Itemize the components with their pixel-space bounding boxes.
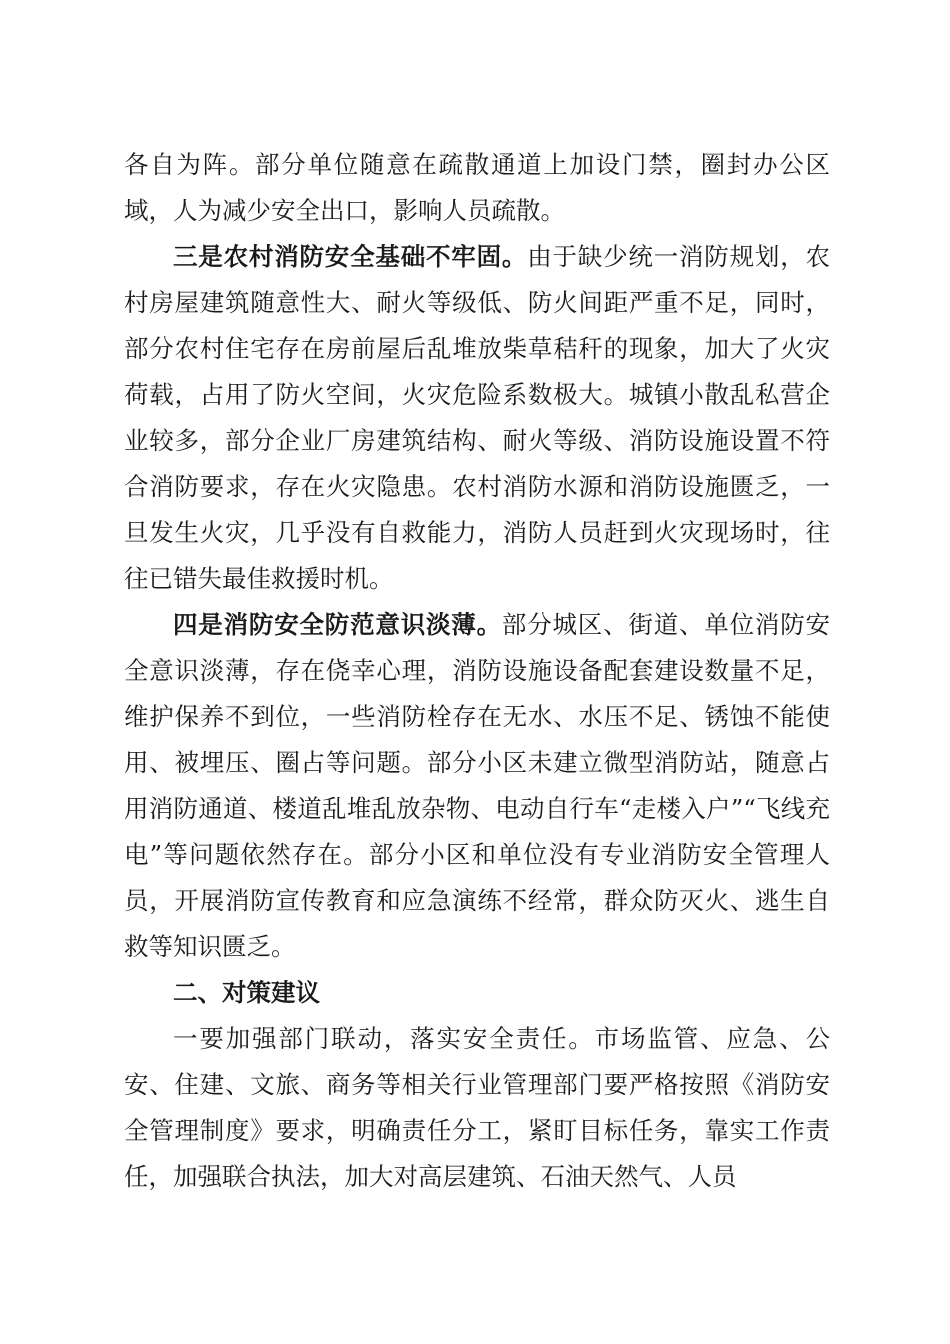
paragraph-lead-awareness: 四是消防安全防范意识淡薄。 bbox=[173, 610, 502, 639]
section-heading: 二、对策建议 bbox=[173, 978, 320, 1007]
paragraph-continuation: 各自为阵。部分单位随意在疏散通道上加设门禁，圈封办公区域，人为减少安全出口，影响人员疏散。 bbox=[124, 150, 830, 225]
paragraph-awareness bbox=[124, 602, 830, 970]
paragraph-text-awareness: 部分城区、街道、单位消防安全意识淡薄，存在侥幸心理，消防设施设备配套建设数量不足，维护保养不到位，一些消防栓存在无水、水压不足、锈蚀不能使用、被埋压、圈占等问题。部分小区未建立微型消防站，随意占用消防通道、楼道乱堆乱放杂物、电动自行车“走楼入户”“飞线充电”等问题依然存在。部分小区和单位没有专业消防安全管理人员，开展消防宣传教育和应急演练不经常，群众防灭火、逃生自救等知识匮乏。 bbox=[124, 610, 831, 961]
document-body bbox=[124, 142, 830, 1200]
paragraph-rural-fire-safety bbox=[124, 234, 830, 602]
paragraph-lead-rural: 三是农村消防安全基础不牢固。 bbox=[173, 242, 528, 271]
paragraph-countermeasure-1: 一要加强部门联动，落实安全责任。市场监管、应急、公安、住建、文旅、商务等相关行业管理部门要严格按照《消防安全管理制度》要求，明确责任分工，紧盯目标任务，靠实工作责任，加强联合执法，加大对高层建筑、石油天然气、人员 bbox=[124, 1024, 830, 1191]
paragraph-text-rural: 由于缺少统一消防规划，农村房屋建筑随意性大、耐火等级低、防火间距严重不足，同时，部分农村住宅存在房前屋后乱堆放柴草秸秆的现象，加大了火灾荷载，占用了防火空间，火灾危险系数极大。城镇小散乱私营企业较多，部分企业厂房建筑结构、耐火等级、消防设施设置不符合消防要求，存在火灾隐患。农村消防水源和消防设施匮乏，一旦发生火灾，几乎没有自救能力，消防人员赶到火灾现场时，往往已错失最佳救援时机。 bbox=[124, 242, 831, 593]
